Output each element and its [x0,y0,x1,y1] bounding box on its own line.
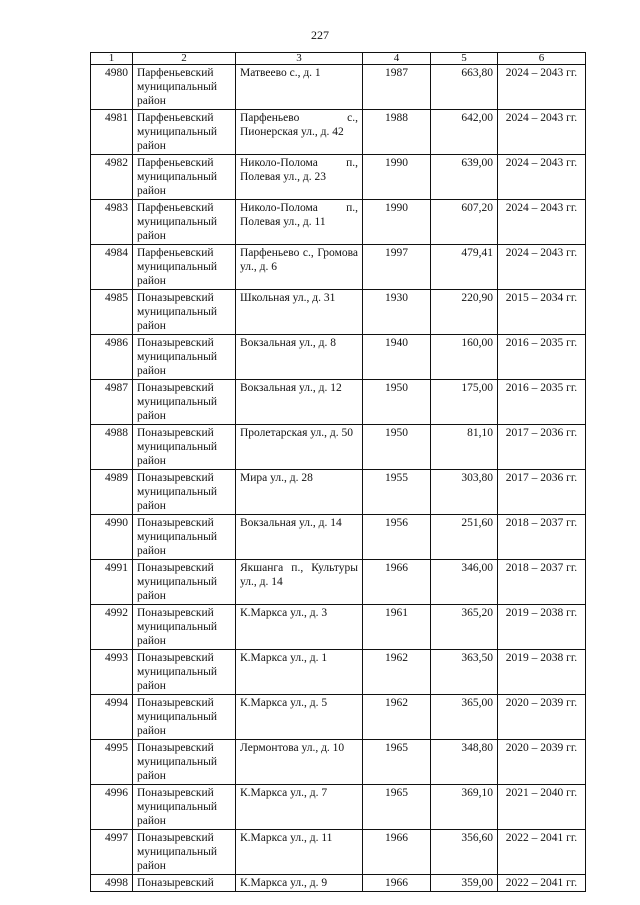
year-cell: 1966 [363,830,431,875]
address-cell: Матвеево с., д. 1 [236,65,363,110]
row-number: 4988 [91,425,133,470]
repair-period-cell: 2020 – 2039 гг. [498,740,586,785]
column-header: 3 [236,53,363,65]
address-cell: Парфеньево с., Громова ул., д. 6 [236,245,363,290]
repair-period-cell: 2016 – 2035 гг. [498,380,586,425]
housing-register-table [90,52,586,892]
table-row [91,380,586,425]
address-cell: К.Маркса ул., д. 11 [236,830,363,875]
district-cell: Поназыревский муниципальный район [133,740,236,785]
repair-period-cell: 2015 – 2034 гг. [498,290,586,335]
row-number: 4987 [91,380,133,425]
table-row [91,560,586,605]
column-header: 2 [133,53,236,65]
address-cell: Вокзальная ул., д. 8 [236,335,363,380]
address-cell: Лермонтова ул., д. 10 [236,740,363,785]
repair-period-cell: 2016 – 2035 гг. [498,335,586,380]
district-cell: Поназыревский муниципальный район [133,515,236,560]
table-row [91,425,586,470]
table-row [91,335,586,380]
repair-period-cell: 2018 – 2037 гг. [498,515,586,560]
table-row [91,740,586,785]
district-cell: Парфеньевский муниципальный район [133,65,236,110]
year-cell: 1950 [363,380,431,425]
table-row [91,875,586,892]
row-number: 4983 [91,200,133,245]
district-cell: Поназыревский муниципальный район [133,290,236,335]
area-cell: 175,00 [431,380,498,425]
repair-period-cell: 2024 – 2043 гг. [498,110,586,155]
year-cell: 1997 [363,245,431,290]
row-number: 4980 [91,65,133,110]
row-number: 4993 [91,650,133,695]
table-row [91,65,586,110]
area-cell: 220,90 [431,290,498,335]
row-number: 4989 [91,470,133,515]
year-cell: 1956 [363,515,431,560]
district-cell: Поназыревский муниципальный район [133,605,236,650]
district-cell: Поназыревский муниципальный район [133,830,236,875]
year-cell: 1990 [363,155,431,200]
repair-period-cell: 2024 – 2043 гг. [498,155,586,200]
row-number: 4994 [91,695,133,740]
year-cell: 1940 [363,335,431,380]
district-cell: Поназыревский [133,875,236,892]
repair-period-cell: 2024 – 2043 гг. [498,245,586,290]
address-cell: Парфеньево с., Пионерская ул., д. 42 [236,110,363,155]
year-cell: 1990 [363,200,431,245]
repair-period-cell: 2022 – 2041 гг. [498,875,586,892]
district-cell: Поназыревский муниципальный район [133,560,236,605]
area-cell: 363,50 [431,650,498,695]
area-cell: 346,00 [431,560,498,605]
area-cell: 607,20 [431,200,498,245]
row-number: 4998 [91,875,133,892]
table-row [91,830,586,875]
area-cell: 365,00 [431,695,498,740]
row-number: 4991 [91,560,133,605]
row-number: 4990 [91,515,133,560]
address-cell: К.Маркса ул., д. 5 [236,695,363,740]
table-row [91,155,586,200]
area-cell: 369,10 [431,785,498,830]
area-cell: 81,10 [431,425,498,470]
page-number: 227 [311,28,329,42]
row-number: 4981 [91,110,133,155]
address-cell: Пролетарская ул., д. 50 [236,425,363,470]
row-number: 4995 [91,740,133,785]
row-number: 4996 [91,785,133,830]
area-cell: 356,60 [431,830,498,875]
table-row [91,245,586,290]
district-cell: Поназыревский муниципальный район [133,785,236,830]
address-cell: К.Маркса ул., д. 1 [236,650,363,695]
district-cell: Поназыревский муниципальный район [133,335,236,380]
district-cell: Поназыревский муниципальный район [133,380,236,425]
table-row [91,515,586,560]
table-row [91,695,586,740]
repair-period-cell: 2022 – 2041 гг. [498,830,586,875]
table-row [91,200,586,245]
column-header: 1 [91,53,133,65]
repair-period-cell: 2019 – 2038 гг. [498,605,586,650]
column-header: 6 [498,53,586,65]
row-number: 4986 [91,335,133,380]
repair-period-cell: 2019 – 2038 гг. [498,650,586,695]
year-cell: 1966 [363,875,431,892]
repair-period-cell: 2024 – 2043 гг. [498,65,586,110]
row-number: 4982 [91,155,133,200]
address-cell: Вокзальная ул., д. 12 [236,380,363,425]
table-row [91,470,586,515]
year-cell: 1962 [363,695,431,740]
repair-period-cell: 2024 – 2043 гг. [498,200,586,245]
row-number: 4984 [91,245,133,290]
row-number: 4997 [91,830,133,875]
repair-period-cell: 2020 – 2039 гг. [498,695,586,740]
year-cell: 1930 [363,290,431,335]
address-cell: К.Маркса ул., д. 3 [236,605,363,650]
area-cell: 365,20 [431,605,498,650]
row-number: 4985 [91,290,133,335]
address-cell: Николо-Полома п., Полевая ул., д. 11 [236,200,363,245]
district-cell: Парфеньевский муниципальный район [133,155,236,200]
area-cell: 348,80 [431,740,498,785]
year-cell: 1987 [363,65,431,110]
district-cell: Поназыревский муниципальный район [133,650,236,695]
table-row [91,650,586,695]
area-cell: 359,00 [431,875,498,892]
year-cell: 1961 [363,605,431,650]
address-cell: К.Маркса ул., д. 7 [236,785,363,830]
table-row [91,605,586,650]
repair-period-cell: 2021 – 2040 гг. [498,785,586,830]
repair-period-cell: 2018 – 2037 гг. [498,560,586,605]
year-cell: 1965 [363,785,431,830]
area-cell: 251,60 [431,515,498,560]
year-cell: 1988 [363,110,431,155]
table-row [91,290,586,335]
area-cell: 479,41 [431,245,498,290]
column-number-row [91,53,586,65]
repair-period-cell: 2017 – 2036 гг. [498,470,586,515]
area-cell: 663,80 [431,65,498,110]
area-cell: 639,00 [431,155,498,200]
year-cell: 1950 [363,425,431,470]
address-cell: К.Маркса ул., д. 9 [236,875,363,892]
district-cell: Парфеньевский муниципальный район [133,245,236,290]
repair-period-cell: 2017 – 2036 гг. [498,425,586,470]
year-cell: 1955 [363,470,431,515]
address-cell: Николо-Полома п., Полевая ул., д. 23 [236,155,363,200]
year-cell: 1966 [363,560,431,605]
address-cell: Мира ул., д. 28 [236,470,363,515]
district-cell: Парфеньевский муниципальный район [133,200,236,245]
table-row [91,110,586,155]
address-cell: Якшанга п., Культуры ул., д. 14 [236,560,363,605]
year-cell: 1965 [363,740,431,785]
column-header: 5 [431,53,498,65]
area-cell: 303,80 [431,470,498,515]
district-cell: Поназыревский муниципальный район [133,695,236,740]
row-number: 4992 [91,605,133,650]
district-cell: Поназыревский муниципальный район [133,470,236,515]
address-cell: Вокзальная ул., д. 14 [236,515,363,560]
area-cell: 160,00 [431,335,498,380]
column-header: 4 [363,53,431,65]
district-cell: Поназыревский муниципальный район [133,425,236,470]
area-cell: 642,00 [431,110,498,155]
district-cell: Парфеньевский муниципальный район [133,110,236,155]
table-row [91,785,586,830]
address-cell: Школьная ул., д. 31 [236,290,363,335]
year-cell: 1962 [363,650,431,695]
